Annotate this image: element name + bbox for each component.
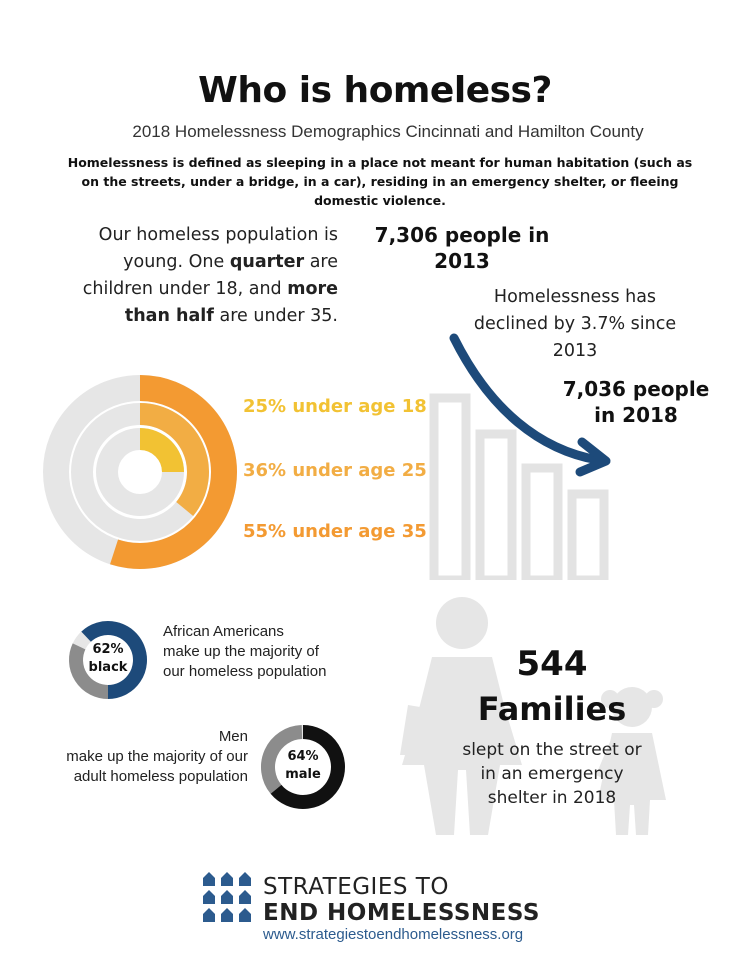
logo-houses-icon <box>203 872 255 924</box>
age-label-under-35: 55% under age 35 <box>243 521 427 542</box>
race-text: African Americans make up the majority of our homeless population <box>163 623 327 680</box>
bar-outline <box>434 398 466 580</box>
people-2013: 7,306 people in 2013 <box>374 223 550 273</box>
age-label-under-25: 36% under age 25 <box>243 460 427 481</box>
gender-text: Men make up the majority of our adult homeless population <box>66 728 248 785</box>
families-description: slept on the street or in an emergency shelter in 2018 <box>462 740 642 808</box>
young-population-text: Our homeless population is young. One quarter are children under 18, and more than half are under 35. <box>82 225 338 326</box>
website-link[interactable]: www.strategiestoendhomelessness.org <box>263 926 524 943</box>
ring-arc-under-18 <box>140 439 173 472</box>
definition-text: Homelessness is defined as sleeping in a place not meant for human habitation (such as on the streets, under a bridge, in a car), residing in an emergency shelter, or fleeing domestic violence. <box>67 155 693 208</box>
age-label-under-18: 25% under age 18 <box>243 396 427 417</box>
race-donut-label: 62% black <box>88 642 128 675</box>
gender-donut-label: 64% male <box>285 749 321 782</box>
bar-outline <box>572 494 604 580</box>
page-title: Who is homeless? <box>198 70 552 111</box>
people-2018: 7,036 people in 2018 <box>562 377 710 427</box>
logo-line-1: STRATEGIES TO <box>263 874 449 900</box>
bar-outline <box>480 434 512 580</box>
families-word: Families <box>477 690 627 728</box>
decline-text: Homelessness has declined by 3.7% since 2013 <box>473 287 677 361</box>
logo-line-2: END HOMELESSNESS <box>263 900 540 926</box>
families-number: 544 <box>516 644 588 684</box>
page-subtitle: 2018 Homelessness Demographics Cincinnati and Hamilton County <box>132 122 644 141</box>
age-ring-chart <box>40 372 244 576</box>
bar-outline <box>526 468 558 580</box>
